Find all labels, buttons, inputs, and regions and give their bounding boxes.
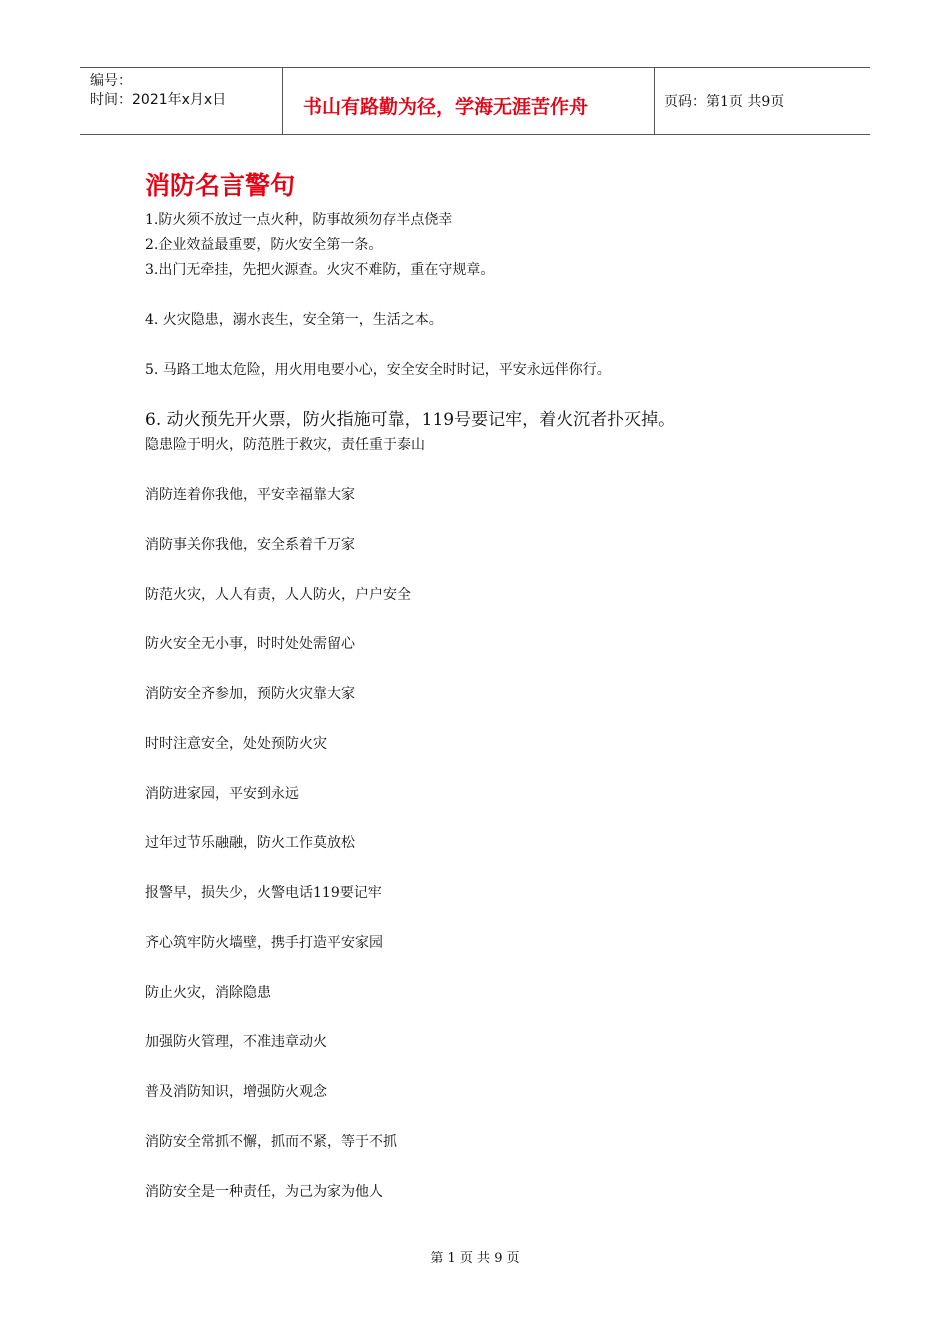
paragraph-11: 防火安全无小事，时时处处需留心 [145,636,355,652]
paragraph-8: 消防连着你我他，平安幸福靠大家 [145,487,355,503]
paragraph-22: 消防安全是一种责任，为己为家为他人 [145,1184,383,1200]
header-meta-cell [80,68,282,134]
paragraph-5: 5. 马路工地太危险，用火用电要小心，安全安全时时记，平安永远伴你行。 [145,362,611,378]
header-page-cell [655,68,870,134]
document-header [80,67,870,135]
paragraph-1: 1.防火须不放过一点火种，防事故须勿存半点侥幸 [145,212,453,228]
paragraph-17: 齐心筑牢防火墙壁，携手打造平安家园 [145,935,383,951]
paragraph-4: 4. 火灾隐患，溺水丧生，安全第一，生活之本。 [145,312,443,328]
header-motto: 书山有路勤为径，学海无涯苦作舟 [303,95,589,118]
paragraph-9: 消防事关你我他，安全系着千万家 [145,537,355,553]
document-title: 消防名言警句 [145,171,296,200]
paragraph-7: 隐患险于明火，防范胜于救灾，责任重于泰山 [145,437,425,453]
paragraph-10: 防范火灾，人人有责，人人防火，户户安全 [145,587,411,603]
paragraph-13: 时时注意安全，处处预防火灾 [145,736,327,752]
paragraph-14: 消防进家园，平安到永远 [145,786,299,802]
paragraph-6: 6. 动火预先开火票，防火指施可靠，119号要记牢，着火沉者扑灭掉。 [145,410,676,430]
paragraph-19: 加强防火管理，不准违章动火 [145,1034,327,1050]
header-motto-cell [282,68,655,134]
paragraph-18: 防止火灾，消除隐患 [145,985,271,1001]
paragraph-15: 过年过节乐融融，防火工作莫放松 [145,835,355,851]
time-label: 时间：2021年x月x日 [90,92,227,108]
paragraph-2: 2.企业效益最重要，防火安全第一条。 [145,237,383,253]
number-label: 编号： [90,73,132,89]
paragraph-21: 消防安全常抓不懈，抓而不紧，等于不抓 [145,1134,397,1150]
paragraph-3: 3.出门无牵挂，先把火源查。火灾不难防，重在守规章。 [145,262,495,278]
page-footer: 第 1 页 共 9 页 [430,1251,520,1266]
header-page-info: 页码：第1页 共9页 [664,94,785,110]
paragraph-20: 普及消防知识，增强防火观念 [145,1084,327,1100]
paragraph-12: 消防安全齐参加，预防火灾靠大家 [145,686,355,702]
paragraph-16: 报警早，损失少，火警电话119要记牢 [145,885,382,901]
